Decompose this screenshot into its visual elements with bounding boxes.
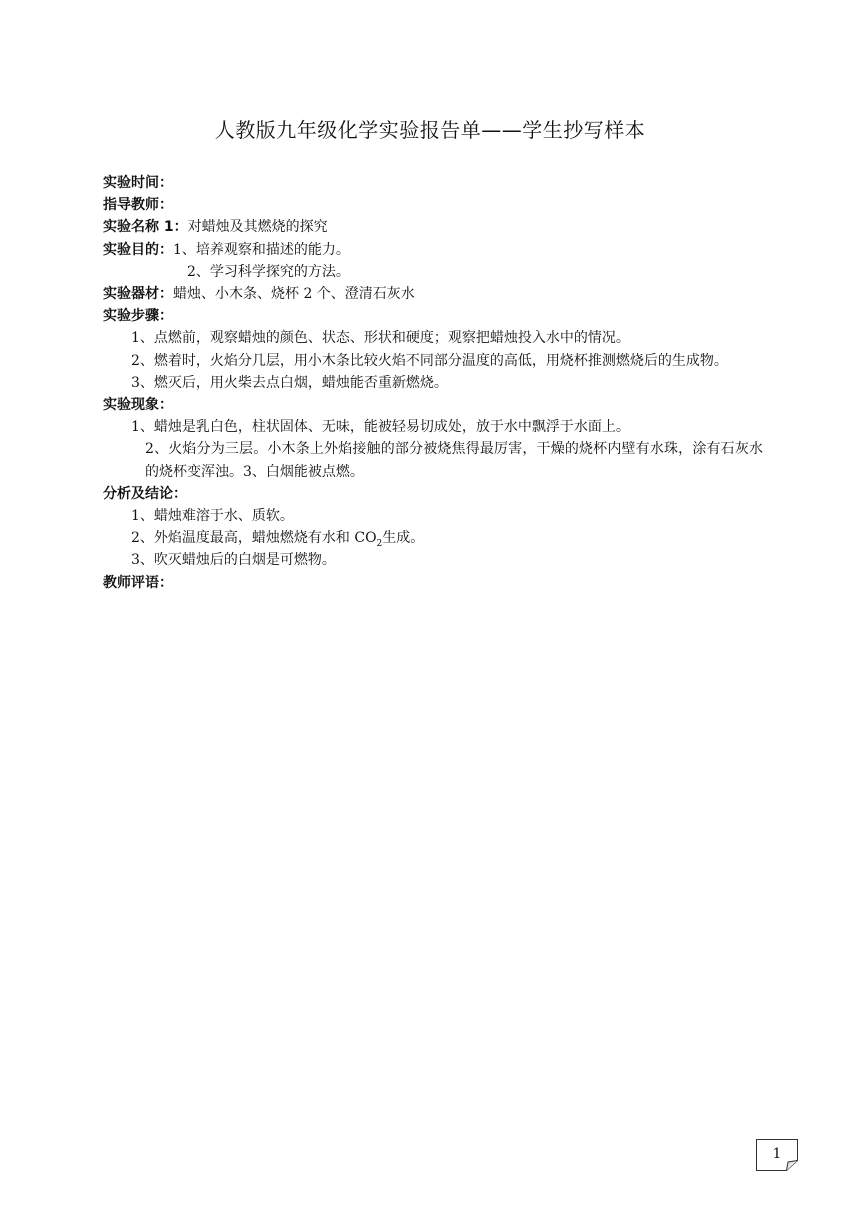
page-number: 1 xyxy=(772,1146,782,1162)
step-item-3: 3、燃灭后，用火柴去点白烟，蜡烛能否重新燃烧。 xyxy=(131,374,448,391)
instructor-row xyxy=(103,194,763,216)
aim-item-2: 2、学习科学探究的方法。 xyxy=(187,263,350,280)
teacher-comment-row xyxy=(103,572,763,594)
equipment-row xyxy=(103,283,763,305)
conclusion-item-1: 1、蜡烛难溶于水、质软。 xyxy=(131,508,294,525)
step-item-2: 2、燃着时，火焰分几层，用小木条比较火焰不同部分温度的高低，用烧杯推测燃烧后的生成物。 xyxy=(131,352,728,369)
experiment-name-row xyxy=(103,216,763,238)
equipment-value: 蜡烛、小木条、烧杯 2 个、澄清石灰水 xyxy=(173,286,415,303)
experiment-time-label: 实验时间： xyxy=(103,175,173,191)
aim-item-1: 1、培养观察和描述的能力。 xyxy=(173,241,350,258)
phenomenon-item-2: 2、火焰分为三层。小木条上外焰接触的部分被烧焦得最厉害，干燥的烧杯内壁有水珠，涂有石灰水的烧杯变浑浊。3、白烟能被点燃。 xyxy=(145,441,763,480)
instructor-label: 指导教师： xyxy=(103,197,173,214)
page-number-box xyxy=(756,1139,798,1171)
steps-heading-row xyxy=(103,305,763,327)
step-item-1: 1、点燃前，观察蜡烛的颜色、状态、形状和硬度；观察把蜡烛投入水中的情况。 xyxy=(131,330,630,347)
conclusion-item-3: 3、吹灭蜡烛后的白烟是可燃物。 xyxy=(131,552,336,569)
experiment-aim-row xyxy=(103,239,763,261)
conclusion-item-2-tail: 生成。 xyxy=(382,530,425,547)
document-title: 人教版九年级化学实验报告单——学生抄写样本 xyxy=(214,118,646,142)
conclusion-item-2 xyxy=(103,527,763,549)
experiment-name-value: 对蜡烛及其燃烧的探究 xyxy=(187,219,328,236)
experiment-time-row xyxy=(103,172,763,194)
phenomena-heading-row xyxy=(103,394,763,416)
analysis-label: 分析及结论： xyxy=(103,485,187,502)
phenomena-label: 实验现象： xyxy=(103,397,173,414)
analysis-heading-row xyxy=(103,483,763,505)
conclusion-item-2-text: 2、外焰温度最高，蜡烛燃烧有水和 CO xyxy=(131,530,377,547)
steps-label: 实验步骤： xyxy=(103,308,173,325)
phenomenon-item-1: 1、蜡烛是乳白色，柱状固体、无味，能被轻易切成处，放于水中飘浮于水面上。 xyxy=(131,419,630,436)
experiment-aim-label: 实验目的： xyxy=(103,241,173,258)
experiment-name-label: 实验名称 1： xyxy=(103,219,188,236)
co2-subscript: 2 xyxy=(376,539,383,550)
teacher-comment-label: 教师评语： xyxy=(103,574,173,591)
equipment-label: 实验器材： xyxy=(103,286,173,303)
report-body xyxy=(103,172,763,594)
